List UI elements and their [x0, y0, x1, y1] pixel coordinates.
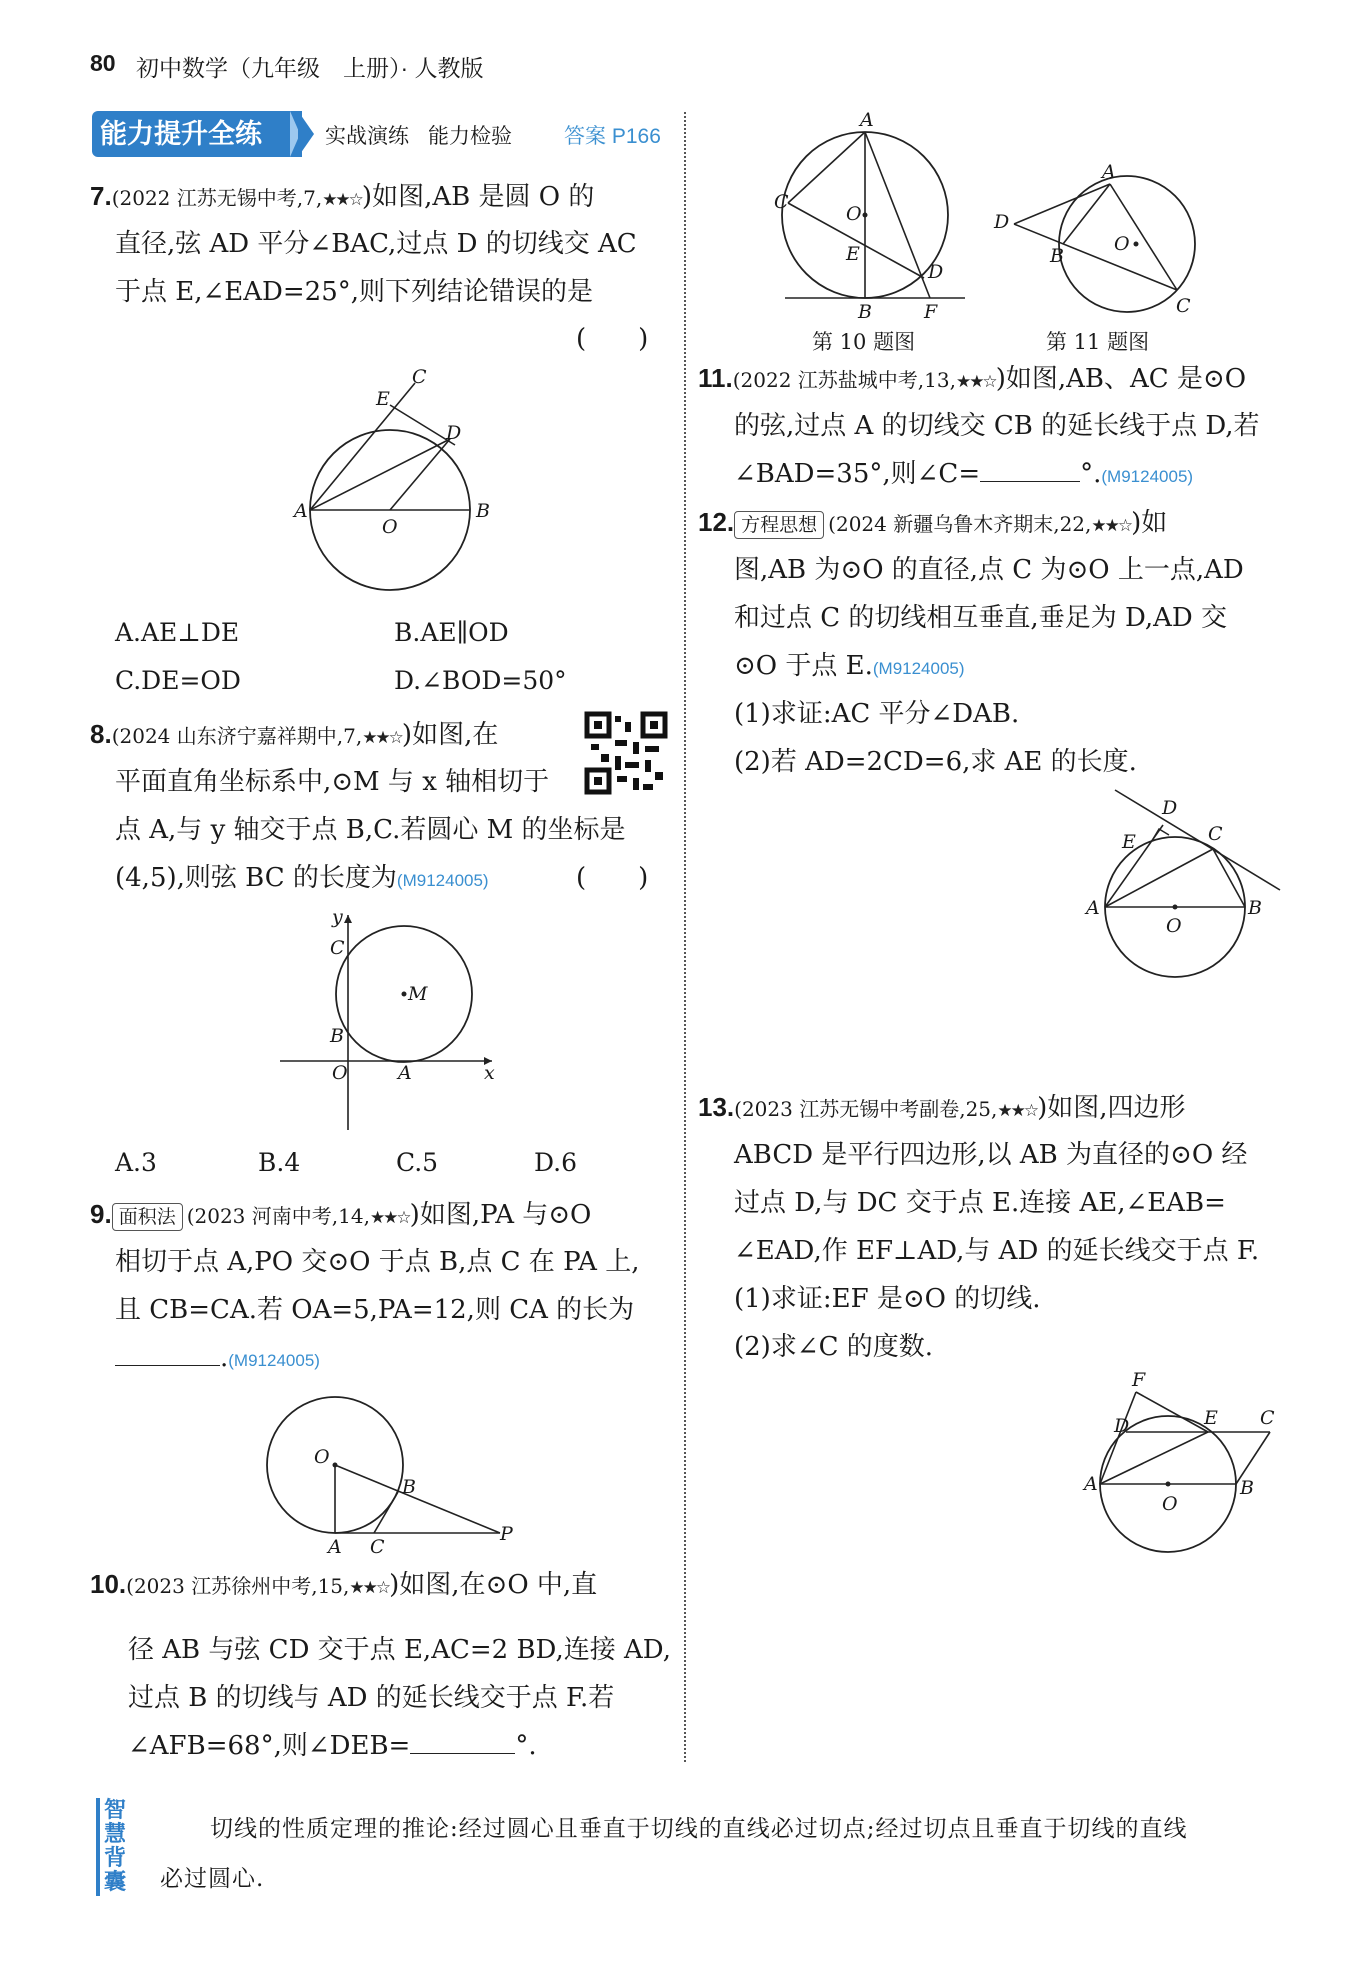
svg-text:D: D: [994, 211, 1010, 233]
q10-source: (2023 江苏徐州中考,15,: [126, 1574, 350, 1598]
q8-option-c: C.5: [396, 1148, 439, 1177]
q7-source: (2022 江苏无锡中考,7,: [111, 186, 323, 210]
q9-figure: [260, 1385, 520, 1558]
q12-code[interactable]: (M9124005): [872, 659, 965, 678]
q13-sub2: (2)求∠C 的度数.: [734, 1332, 934, 1362]
q8-source: (2024 山东济宁嘉祥期中,7,: [111, 724, 363, 748]
q8-line2: 平面直角坐标系中,⊙M 与 x 轴相切于: [115, 767, 550, 797]
svg-text:x: x: [484, 1062, 495, 1084]
q12-difficulty-stars: ★★☆: [1091, 516, 1132, 536]
q13-number: 13.: [698, 1092, 735, 1122]
q10-text4: ∠AFB=68°,则∠DEB=: [128, 1731, 411, 1761]
q10-caption: 第 10 题图: [812, 330, 916, 354]
q7-text1: )如图,AB 是圆 O 的: [361, 182, 595, 212]
q13-line2: ABCD 是平行四边形,以 AB 为直径的⊙O 经: [734, 1140, 1248, 1170]
q9-line4: .(M9124005): [115, 1334, 320, 1385]
answer-reference: 答案 P166: [564, 125, 661, 148]
q12-number: 12.: [698, 507, 735, 537]
svg-text:A: A: [1102, 161, 1116, 183]
q11-answer-blank[interactable]: [980, 453, 1080, 482]
q13-difficulty-stars: ★★☆: [997, 1101, 1038, 1121]
q7-line2: 直径,弦 AD 平分∠BAC,过点 D 的切线交 AC: [115, 229, 637, 259]
footer-line1: 切线的性质定理的推论:经过圆心且垂直于切线的直线必过切点;经过切点且垂直于切线的直线: [210, 1816, 1188, 1842]
svg-text:M: M: [408, 983, 428, 1005]
q8-text4: (4,5),则弦 BC 的长度为: [115, 863, 397, 893]
svg-text:O: O: [1166, 915, 1182, 937]
q8-number: 8.: [90, 719, 112, 749]
q12-text4: ⊙O 于点 E.: [734, 651, 873, 681]
q10-line1: [90, 1560, 597, 1612]
svg-text:O: O: [1162, 1493, 1178, 1515]
svg-text:E: E: [846, 243, 860, 265]
q7-number: 7.: [90, 181, 112, 211]
svg-text:C: C: [1176, 295, 1191, 317]
svg-text:B: B: [1248, 897, 1262, 919]
q7-difficulty-stars: ★★☆: [322, 190, 362, 210]
q12-source: (2024 新疆乌鲁木齐期末,22,: [828, 512, 1092, 536]
q8-line3: 点 A,与 y 轴交于点 B,C.若圆心 M 的坐标是: [115, 815, 626, 845]
q9-line2: 相切于点 A,PO 交⊙O 于点 B,点 C 在 PA 上,: [115, 1247, 640, 1277]
q8-answer-bracket: ( ): [576, 863, 649, 893]
q11-number: 11.: [698, 363, 733, 393]
svg-text:A: A: [1084, 1473, 1098, 1495]
q8-figure: [280, 905, 510, 1135]
q11-caption: 第 11 题图: [1046, 330, 1150, 354]
svg-text:B: B: [402, 1476, 416, 1498]
q11-line3: ∠BAD=35°,则∠C= °.(M9124005): [734, 450, 1193, 501]
q9-source: (2023 河南中考,14,: [186, 1204, 370, 1228]
q9-line3: 且 CB=CA.若 OA=5,PA=12,则 CA 的长为: [115, 1295, 635, 1325]
q11-source: (2022 江苏盐城中考,13,: [732, 368, 956, 392]
svg-text:O: O: [314, 1446, 330, 1468]
svg-text:A: A: [860, 109, 874, 131]
q11-text1: )如图,AB、AC 是⊙O: [995, 364, 1247, 394]
svg-text:D: D: [1162, 797, 1178, 819]
q11-line2: 的弦,过点 A 的切线交 CB 的延长线于点 D,若: [734, 411, 1260, 441]
svg-text:E: E: [1122, 831, 1136, 853]
q7-line3: 于点 E,∠EAD=25°,则下列结论错误的是: [115, 277, 594, 307]
svg-text:A: A: [328, 1536, 342, 1558]
footer-line2: 必过圆心.: [160, 1866, 265, 1892]
q8-difficulty-stars: ★★☆: [362, 728, 402, 748]
section-sub1: 实战演练: [325, 125, 409, 148]
q11-line1: [698, 354, 1246, 406]
svg-text:O: O: [332, 1062, 348, 1084]
q12-text1: )如: [1131, 508, 1168, 538]
q7-option-b: B.AE∥OD: [394, 618, 509, 647]
q8-line1: [90, 710, 498, 762]
q8-code[interactable]: (M9124005): [396, 871, 489, 890]
svg-text:F: F: [924, 301, 938, 323]
q13-text1: )如图,四边形: [1037, 1093, 1186, 1123]
svg-text:C: C: [330, 937, 345, 959]
q9-difficulty-stars: ★★☆: [369, 1208, 410, 1228]
svg-text:C: C: [1208, 823, 1223, 845]
svg-text:A: A: [398, 1062, 412, 1084]
q12-line3: 和过点 C 的切线相互垂直,垂足为 D,AD 交: [734, 603, 1228, 633]
q10-answer-blank[interactable]: [410, 1725, 515, 1754]
q9-answer-blank[interactable]: [115, 1337, 220, 1366]
svg-text:B: B: [1240, 1477, 1254, 1499]
q7-figure: [280, 365, 520, 605]
q9-code[interactable]: (M9124005): [228, 1351, 320, 1370]
q10-figure: [774, 108, 1020, 323]
svg-text:O: O: [846, 203, 862, 225]
banner-chevron: [298, 111, 314, 157]
q12-sub2: (2)若 AD=2CD=6,求 AE 的长度.: [734, 747, 1137, 777]
section-sub2: 能力检验: [428, 125, 512, 148]
q8-text1: )如图,在: [401, 720, 499, 750]
q12-line1: [698, 498, 1167, 550]
q12-figure: [1080, 790, 1280, 990]
svg-text:C: C: [370, 1536, 385, 1558]
svg-text:B: B: [1050, 245, 1064, 267]
q9-method-tag: 面积法: [112, 1203, 183, 1231]
q10-text1: )如图,在⊙O 中,直: [389, 1570, 598, 1600]
column-divider: [684, 112, 686, 1762]
qr-code-icon[interactable]: [585, 712, 667, 794]
svg-text:E: E: [376, 388, 390, 410]
svg-text:D: D: [1114, 1415, 1130, 1437]
section-banner: 能力提升全练: [92, 111, 302, 157]
q13-line1: [698, 1083, 1186, 1135]
q11-difficulty-stars: ★★☆: [955, 372, 996, 392]
svg-text:B: B: [476, 500, 490, 522]
svg-text:O: O: [382, 516, 398, 538]
wisdom-bar: [96, 1798, 100, 1896]
svg-text:C: C: [412, 366, 427, 388]
q10-difficulty-stars: ★★☆: [349, 1578, 390, 1598]
svg-text:B: B: [858, 301, 872, 323]
wisdom-label: 智慧背囊: [104, 1797, 127, 1894]
q7-answer-bracket: ( ): [576, 324, 649, 354]
book-title: 初中数学（九年级 上册）· 人教版: [136, 55, 484, 81]
svg-text:D: D: [446, 422, 462, 444]
q7-option-a: A.AE⊥DE: [115, 618, 240, 647]
q10-line3: 过点 B 的切线与 AD 的延长线交于点 F.若: [128, 1683, 615, 1713]
q12-sub1: (1)求证:AC 平分∠DAB.: [734, 699, 1020, 729]
q10-number: 10.: [90, 1569, 127, 1599]
q11-figure: [990, 160, 1220, 320]
q13-sub1: (1)求证:EF 是⊙O 的切线.: [734, 1284, 1041, 1314]
svg-text:A: A: [1086, 897, 1100, 919]
q8-option-d: D.6: [534, 1148, 578, 1177]
svg-text:C: C: [774, 191, 789, 213]
q7-option-d: D.∠BOD=50°: [394, 666, 567, 695]
page-number: 80: [90, 50, 116, 76]
q10-line2: 径 AB 与弦 CD 交于点 E,AC=2 BD,连接 AD,: [128, 1635, 671, 1665]
svg-text:D: D: [928, 261, 944, 283]
q10-line4: ∠AFB=68°,则∠DEB= °.: [128, 1722, 537, 1770]
svg-text:E: E: [1204, 1407, 1218, 1429]
q13-figure: [1080, 1369, 1290, 1572]
q11-code[interactable]: (M9124005): [1101, 467, 1194, 486]
q8-option-b: B.4: [258, 1148, 301, 1177]
svg-text:C: C: [1260, 1407, 1275, 1429]
q13-line3: 过点 D,与 DC 交于点 E.连接 AE,∠EAB=: [734, 1188, 1226, 1218]
svg-text:y: y: [332, 906, 343, 928]
q13-source: (2023 江苏无锡中考副卷,25,: [734, 1097, 998, 1121]
svg-text:A: A: [294, 500, 308, 522]
q11-text3: ∠BAD=35°,则∠C=: [734, 459, 981, 489]
q9-line1: [90, 1190, 591, 1242]
svg-text:B: B: [330, 1025, 344, 1047]
svg-text:F: F: [1132, 1369, 1146, 1391]
q9-number: 9.: [90, 1199, 112, 1229]
q12-line4: [734, 642, 965, 693]
q8-option-a: A.3: [115, 1148, 157, 1177]
q7-line1: [90, 172, 680, 224]
q12-line2: 图,AB 为⊙O 的直径,点 C 为⊙O 上一点,AD: [734, 555, 1244, 585]
q9-text1: )如图,PA 与⊙O: [409, 1200, 592, 1230]
q13-line4: ∠EAD,作 EF⊥AD,与 AD 的延长线交于点 F.: [734, 1236, 1260, 1266]
q8-line4: [115, 854, 489, 905]
q12-method-tag: 方程思想: [734, 511, 824, 539]
svg-text:O: O: [1114, 233, 1130, 255]
svg-text:P: P: [500, 1523, 513, 1545]
q7-option-c: C.DE=OD: [115, 666, 241, 695]
